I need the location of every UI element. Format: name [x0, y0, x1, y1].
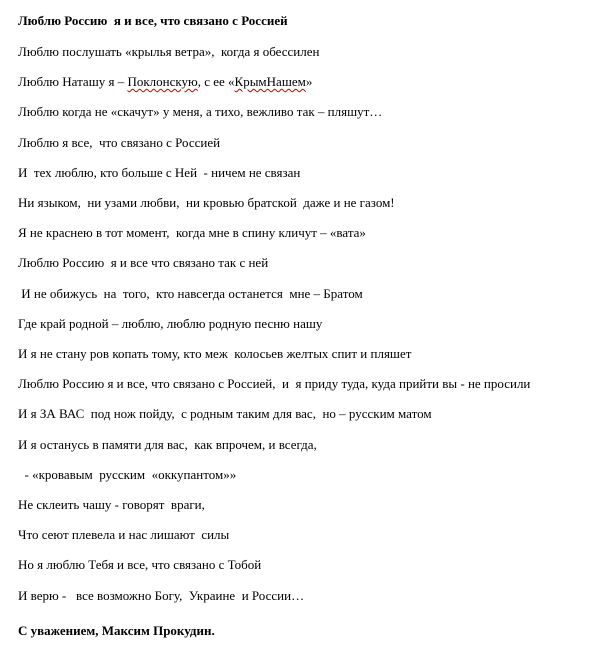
line-text: Люблю Наташу я –: [18, 74, 128, 89]
poem-line: [18, 527, 229, 543]
line-text: Не склеить чашу - говорят враги,: [18, 497, 205, 512]
poem-line: [18, 195, 395, 211]
line-text: Я не краснею в тот момент, когда мне в спину кличут – «вата»: [18, 225, 366, 240]
poem-line: [18, 406, 432, 422]
line-text: И верю - все возможно Богу, Украине и России…: [18, 588, 305, 603]
poem-line: [18, 104, 382, 120]
poem-line: [18, 135, 220, 151]
poem-line: [18, 346, 411, 362]
line-text: Люблю Россию я и все что связано так с ней: [18, 255, 269, 270]
line-text: Ни языком, ни узами любви, ни кровью братской даже и не газом!: [18, 195, 395, 210]
poem-line: [18, 286, 363, 302]
line-text: Люблю когда не «скачут» у меня, а тихо, вежливо так – пляшут…: [18, 104, 383, 119]
poem-line: [18, 376, 530, 392]
poem-line: [18, 467, 236, 483]
line-text: Что сеют плевела и нас лишают силы: [18, 527, 230, 542]
line-text: И я останусь в памяти для вас, как впрочем, и всегда,: [18, 437, 317, 452]
line-text: , с ее «: [197, 74, 235, 89]
poem-line: [18, 225, 366, 241]
misspelled-word: КрымНашем: [234, 74, 306, 89]
poem-line: [18, 588, 304, 604]
poem-line: [18, 437, 317, 453]
line-text: - «кровавым русским «оккупантом»»: [18, 467, 237, 482]
poem-line: [18, 44, 319, 60]
poem-line: [18, 255, 268, 271]
misspelled-word: Поклонскую: [127, 74, 198, 89]
line-text: Люблю послушать «крылья ветра», когда я обессилен: [18, 44, 320, 59]
document-title: Люблю Россию я и все, что связано с Россией: [18, 13, 288, 28]
poem-line: [18, 165, 300, 181]
poem-line: [18, 74, 312, 90]
line-text: И я ЗА ВАС под нож пойду, с родным таким для вас, но – русским матом: [18, 406, 432, 421]
line-text: И не обижусь на того, кто навсегда останется мне – Братом: [18, 286, 363, 301]
line-text: Где край родной – люблю, люблю родную песню нашу: [18, 316, 323, 331]
poem-line: [18, 557, 261, 573]
line-text: »: [305, 74, 313, 89]
line-text: Но я люблю Тебя и все, что связано с Тобой: [18, 557, 262, 572]
line-text: И тех люблю, кто больше с Ней - ничем не связан: [18, 165, 301, 180]
line-text: Люблю Россию я и все, что связано с Россией, и я приду туда, куда прийти вы - не просили: [18, 376, 531, 391]
signature: С уважением, Максим Прокудин.: [18, 623, 215, 638]
line-text: И я не стану ров копать тому, кто меж колосьев желтых спит и пляшет: [18, 346, 412, 361]
poem-line: [18, 497, 205, 513]
poem-line: [18, 316, 322, 332]
line-text: Люблю я все, что связано с Россией: [18, 135, 221, 150]
